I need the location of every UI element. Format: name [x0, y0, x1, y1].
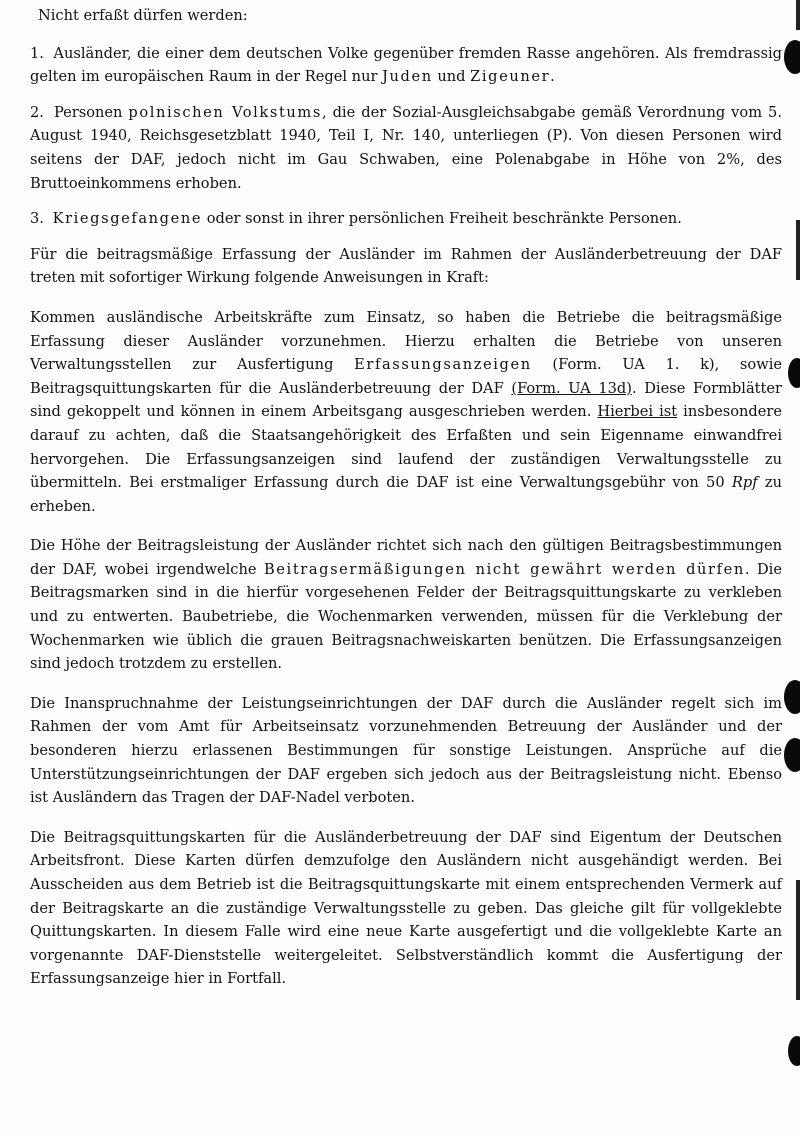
paragraph-erfassung — [30, 306, 782, 518]
punch-hole — [784, 738, 800, 772]
list-item-3 — [30, 207, 782, 231]
punch-hole — [784, 680, 800, 714]
item-text: Personen — [53, 103, 129, 121]
emphasis-zigeuner: Zigeuner — [470, 68, 551, 86]
item-text: oder sonst in ihrer persönlichen Freiheit beschränkte Personen. — [202, 210, 682, 228]
paragraph-karten: Die Beitragsquittungskarten für die Ausländerbetreuung der DAF sind Eigentum der Deutschen Arbeitsfront. Diese Karten dürfen demzufolge den Ausländern nicht ausgehändigt werden. Bei Ausscheiden aus dem Betrieb ist die Beitragsquittungskarte mit einem entsprechenden Vermerk auf der Beitragskarte an die zuständige Verwaltungsstelle zu geben. Das gleiche gilt für vollgeklebte Quittungskarten. In diesem Falle wird eine neue Karte ausgefertigt und die vollgeklebte Karte an vorgenannte DAF-Dienststelle weitergeleitet. Selbstverständlich kommt die Ausfertigung der Erfassungsanzeige hier in Fortfall. — [30, 828, 782, 988]
item-text: Ausländer, die einer dem deutschen Volke gegenüber fremden Rasse angehören. Als fremdrassig gelten im europäischen Raum in der Regel nur — [30, 44, 782, 86]
emphasis-beitragsermaessigungen: Beitragsermäßigungen nicht gewährt werden dürfen — [263, 560, 745, 578]
item-text: . — [550, 68, 555, 86]
document-body — [30, 4, 782, 1007]
list-item-2 — [30, 101, 782, 195]
list-number: 3. — [30, 210, 44, 228]
paragraph-beitrag — [30, 534, 782, 676]
form-reference: (Form. UA 13d) — [511, 379, 632, 397]
punch-holes — [780, 0, 800, 1136]
punch-hole — [784, 40, 800, 74]
punch-hole — [788, 358, 800, 388]
currency-symbol: Rpf — [731, 474, 758, 492]
list-number: 2. — [30, 103, 44, 121]
item-text: , die der Sozial-Ausgleichsabgabe gemäß Verordnung vom 5. August 1940, Reichsgesetzblatt 1940, Teil I, Nr. 140, unterliegen (P). Von diesen Personen wird seitens der DAF, jedoch nicht im Gau Schwaben, eine Polenabgabe in Höhe von 2%, des Bruttoeinkommens erhoben. — [30, 103, 782, 192]
heading: Nicht erfaßt dürfen werden: — [38, 7, 248, 24]
item-text: und — [432, 68, 471, 86]
paragraph-leistung: Die Inanspruchnahme der Leistungseinrichtungen der DAF durch die Ausländer regelt sich im Rahmen der vom Amt für Arbeitseinsatz vorzunehmenden Betreuung der Ausländer und der besonderen hierzu erlassenen Bestimmungen für sonstige Leistungen. Ansprüche auf die Unterstützungseinrichtungen der DAF ergeben sich jedoch aus der Beitragsleistung nicht. Ebenso ist Ausländern das Tragen der DAF-Nadel verboten. — [30, 694, 782, 807]
list-item-1 — [30, 42, 782, 89]
text-run: . Die Beitragsmarken sind in die hierfür vorgesehenen Felder der Beitragsquittungskarte zu verkleben und zu entwerten. Baubetriebe, die Wochenmarken verwenden, müssen für die Verklebung der Wochenmarken wie üblich die grauen Beitragsnachweiskarten benützen. Die Erfassungsanzeigen sind jedoch trotzdem zu erstellen. — [30, 560, 782, 673]
edge-mark — [796, 0, 800, 30]
punch-hole — [788, 1036, 800, 1066]
emphasis-juden: Juden — [382, 68, 433, 86]
emphasis-kriegsgefangene: Kriegsgefangene — [52, 210, 203, 228]
emphasis-polnisch: polnischen Volkstums — [128, 103, 322, 121]
emphasis-erfassungsanzeigen: Erfassungsanzeigen — [354, 356, 532, 374]
text-run: Die Höhe der Beitragsleistung der Ausländer richtet sich nach den gültigen Beitragsbestimmungen der DAF, wobei irgendwelche — [30, 537, 782, 578]
text-run: (Form. UA 1. k), sowie Beitragsquittungskarten für die Ausländerbetreuung der DAF — [30, 356, 783, 397]
text-run: Kommen ausländische Arbeitskräfte zum Einsatz, so haben die Betriebe die beitragsmäßige Erfassung dieser Ausländer vorzunehmen. Hierzu erhalten die Betriebe von unseren Verwaltungsstellen zur Ausfertigung — [30, 308, 782, 374]
edge-mark — [796, 880, 800, 1000]
paragraph-intro: Für die beitragsmäßige Erfassung der Ausländer im Rahmen der Ausländerbetreuung der DAF treten mit sofortiger Wirkung folgende Anweisungen in Kraft: — [30, 245, 782, 287]
text-run: . Diese Formblätter sind gekoppelt und können in einem Arbeitsgang ausgeschrieben werden. — [30, 379, 782, 421]
list-number: 1. — [30, 44, 44, 62]
text-run: insbesondere darauf zu achten, daß die Staatsangehörigkeit des Erfaßten und sein Eigenname einwandfrei hervorgehen. Die Erfassungsanzeigen sind laufend der zuständigen Verwaltungsstelle zu übermitteln. Bei erstmaliger Erfassung durch die DAF ist eine Verwaltungsgebühr von 50 — [30, 403, 782, 492]
text-run: zu erheben. — [30, 474, 782, 515]
edge-mark — [796, 220, 800, 280]
underlined-phrase: Hierbei ist — [597, 403, 678, 421]
